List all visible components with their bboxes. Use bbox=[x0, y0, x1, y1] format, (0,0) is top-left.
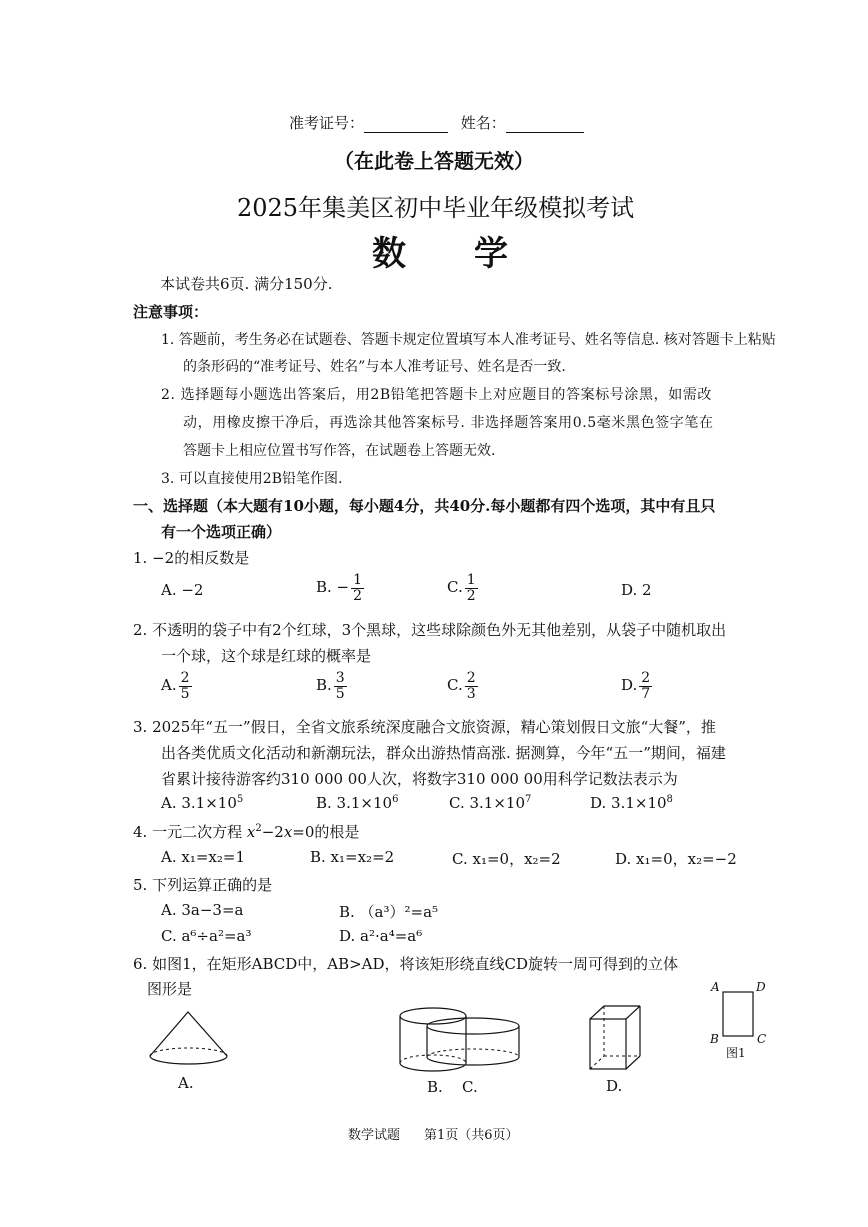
q3-option-a-base: A. 3.1×10 bbox=[161, 794, 237, 812]
exam-title: 2025年集美区初中毕业年级模拟考试 bbox=[237, 194, 635, 222]
q3-stem-line-1: 3. 2025年“五一”假日，全省文旅系统深度融合文旅资源，精心策划假日文旅“大餐”，推 bbox=[133, 718, 716, 736]
q3-option-b-base: B. 3.1×10 bbox=[316, 794, 393, 812]
q1-option-b-fraction bbox=[351, 573, 364, 603]
q2-option-d-denominator: 7 bbox=[641, 685, 651, 702]
q1-option-c-denominator: 2 bbox=[466, 587, 476, 604]
exam-number-field bbox=[289, 112, 584, 133]
q4-stem-suffix: =0的根是 bbox=[292, 823, 360, 841]
q6-option-a-label: A. bbox=[178, 1074, 194, 1092]
q4-stem bbox=[133, 821, 359, 842]
q2-option-c-numerator: 2 bbox=[466, 670, 476, 686]
note-3: 3. 可以直接使用2B铅笔作图. bbox=[161, 471, 343, 487]
q3-option-d-base: D. 3.1×10 bbox=[590, 794, 667, 812]
note-2-line-1: 2. 选择题每小题选出答案后，用2B铅笔把答题卡上对应题目的答案标号涂黑，如需改 bbox=[161, 387, 713, 403]
note-2-line-3: 答题卡上相应位置书写作答，在试题卷上答题无效. bbox=[183, 443, 496, 459]
q2-option-c-denominator: 3 bbox=[466, 685, 476, 702]
paper-info: 本试卷共6页. 满分150分. bbox=[160, 275, 333, 293]
subject-title: 数 学 bbox=[372, 234, 508, 274]
q1-option-c bbox=[447, 573, 478, 603]
q2-option-c-prefix: C. bbox=[447, 676, 463, 695]
q3-option-a bbox=[161, 794, 243, 812]
note-2-line-2: 动，用橡皮擦干净后，再选涂其他答案标号. 非选择题答案用0.5毫米黑色签字笔在 bbox=[183, 415, 714, 431]
exam-number-label: 准考证号： bbox=[289, 114, 365, 132]
q4-stem-prefix: 4. 一元二次方程 bbox=[133, 823, 247, 841]
q2-option-d bbox=[621, 671, 652, 701]
q6-stem-line-1: 6. 如图1，在矩形ABCD中，AB>AD，将该矩形绕直线CD旋转一周可得到的立体 bbox=[133, 955, 679, 973]
q2-option-a-numerator: 2 bbox=[180, 670, 190, 686]
q1-option-c-numerator: 1 bbox=[466, 572, 476, 588]
q5-option-c: C. a⁶÷a²=a³ bbox=[161, 927, 252, 945]
q3-option-b-exponent: 6 bbox=[392, 794, 399, 805]
q2-option-a-denominator: 5 bbox=[180, 685, 190, 702]
fig1-vertex-d: D bbox=[756, 980, 766, 994]
figure-1-caption: 图1 bbox=[726, 1046, 746, 1060]
name-label: 姓名： bbox=[460, 114, 506, 132]
q2-option-b-fraction bbox=[334, 671, 347, 701]
q4-option-c: C. x₁=0，x₂=2 bbox=[452, 850, 561, 868]
box-figure bbox=[585, 1003, 645, 1073]
note-1-line-2: 的条形码的“准考证号、姓名”与本人准考证号、姓名是否一致. bbox=[183, 359, 566, 375]
q1-stem: 1. −2的相反数是 bbox=[133, 549, 250, 567]
q3-option-c-exponent: 7 bbox=[525, 794, 532, 805]
section-1-title-line-2: 有一个选项正确） bbox=[161, 523, 282, 541]
q2-option-a-fraction bbox=[179, 671, 192, 701]
q2-option-a bbox=[161, 671, 192, 701]
q6-stem-line-2: 图形是 bbox=[147, 980, 193, 998]
invalid-note: （在此卷上答题无效） bbox=[334, 149, 534, 173]
q4-stem-middle: −2 bbox=[261, 823, 284, 841]
cylinders-figure bbox=[395, 1005, 525, 1075]
q2-option-c bbox=[447, 671, 478, 701]
section-1-title-line-1: 一、选择题（本大题有10小题，每小题4分，共40分.每小题都有四个选项，其中有且只 bbox=[133, 497, 716, 515]
q2-option-b-prefix: B. bbox=[316, 676, 332, 695]
q1-option-b-denominator: 2 bbox=[353, 587, 363, 604]
q5-option-a: A. 3a−3=a bbox=[161, 901, 244, 919]
q2-option-d-fraction bbox=[639, 671, 652, 701]
q3-stem-line-2: 出各类优质文化活动和新潮玩法，群众出游热情高涨. 据测算，今年“五一”期间，福建 bbox=[161, 744, 726, 762]
q2-option-c-fraction bbox=[465, 671, 478, 701]
q2-option-b-numerator: 3 bbox=[335, 670, 345, 686]
q5-option-b: B. （a³）²=a⁵ bbox=[339, 903, 439, 921]
q3-option-c bbox=[449, 794, 531, 812]
q5-stem: 5. 下列运算正确的是 bbox=[133, 876, 273, 894]
fig1-vertex-a: A bbox=[711, 980, 720, 994]
q2-option-d-prefix: D. bbox=[621, 676, 638, 695]
figure-1-rectangle bbox=[722, 990, 754, 1038]
footer-subject: 数学试题 bbox=[348, 1128, 401, 1143]
q1-option-b bbox=[316, 573, 364, 603]
q2-option-d-numerator: 2 bbox=[641, 670, 651, 686]
q2-option-b bbox=[316, 671, 347, 701]
q1-option-b-numerator: 1 bbox=[353, 572, 363, 588]
q6-option-d-label: D. bbox=[606, 1077, 623, 1095]
q4-option-b: B. x₁=x₂=2 bbox=[310, 848, 395, 866]
q6-option-b-label: B. bbox=[427, 1078, 443, 1096]
footer-page-number: 第1页（共6页） bbox=[424, 1128, 519, 1143]
fig1-vertex-b: B bbox=[710, 1032, 719, 1046]
q4-option-a: A. x₁=x₂=1 bbox=[161, 848, 245, 866]
q1-option-c-fraction bbox=[465, 573, 478, 603]
q2-option-b-denominator: 5 bbox=[335, 685, 345, 702]
fig1-vertex-c: C bbox=[757, 1032, 767, 1046]
name-blank bbox=[506, 114, 584, 133]
q3-option-a-exponent: 5 bbox=[236, 794, 244, 805]
exam-number-blank bbox=[364, 114, 448, 133]
q2-stem-line-1: 2. 不透明的袋子中有2个红球，3个黑球，这些球除颜色外无其他差别，从袋子中随机取出 bbox=[133, 621, 727, 639]
q4-stem-variable-2: x bbox=[283, 823, 293, 841]
q4-stem-variable: x bbox=[246, 823, 256, 841]
q1-option-d: D. 2 bbox=[621, 581, 652, 599]
q3-option-b bbox=[316, 794, 398, 812]
q4-stem-exponent: 2 bbox=[255, 823, 262, 834]
q1-option-b-prefix: B. − bbox=[316, 578, 350, 597]
note-1-line-1: 1. 答题前，考生务必在试题卷、答题卡规定位置填写本人准考证号、姓名等信息. 核对答题卡上粘贴 bbox=[161, 332, 776, 348]
cone-figure bbox=[145, 1008, 235, 1068]
q4-option-d: D. x₁=0，x₂=−2 bbox=[615, 850, 737, 868]
q6-option-c-label: C. bbox=[462, 1078, 478, 1096]
q3-option-d bbox=[590, 794, 673, 812]
q3-option-c-base: C. 3.1×10 bbox=[449, 794, 525, 812]
q2-stem-line-2: 一个球，这个球是红球的概率是 bbox=[161, 647, 372, 665]
q1-option-a: A. −2 bbox=[161, 581, 204, 599]
notes-heading: 注意事项： bbox=[133, 303, 209, 321]
q3-option-d-exponent: 8 bbox=[666, 794, 673, 805]
q5-option-d: D. a²·a⁴=a⁶ bbox=[339, 927, 423, 945]
q3-stem-line-3: 省累计接待游客约310 000 00人次，将数字310 000 00用科学记数法表示为 bbox=[161, 770, 678, 788]
q1-option-c-prefix: C. bbox=[447, 578, 463, 597]
q2-option-a-prefix: A. bbox=[161, 676, 177, 695]
